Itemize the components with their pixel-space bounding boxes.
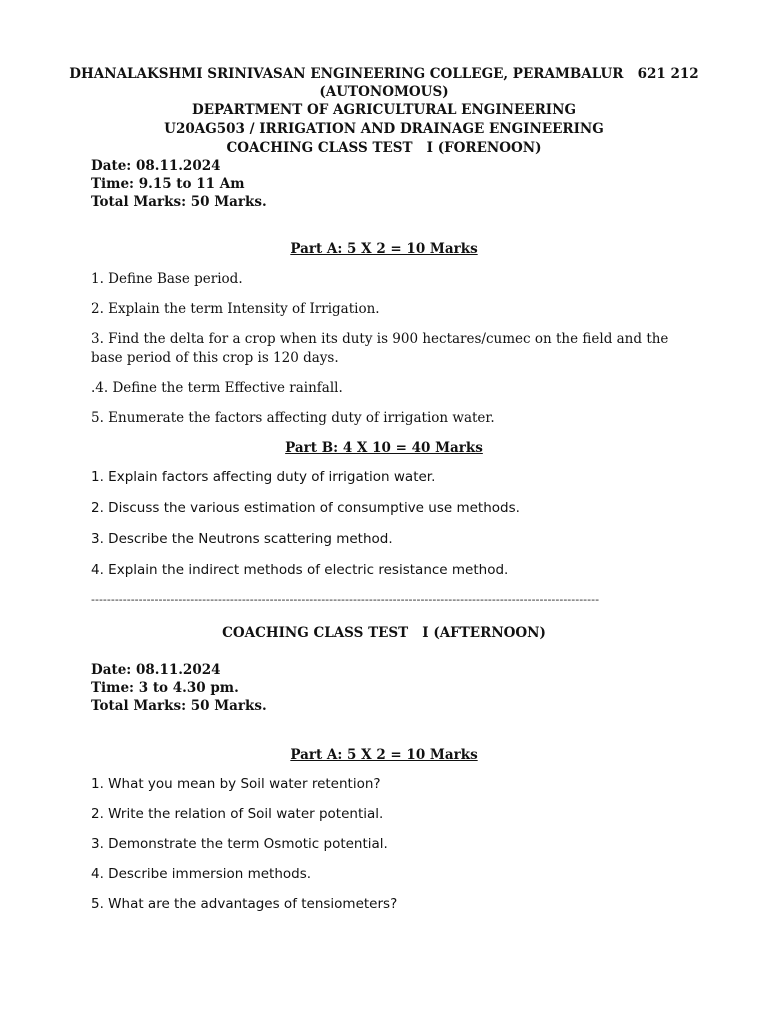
afternoon-part-a-q4: 4. Describe immersion methods. — [91, 866, 312, 882]
section-separator: -------------------------------------------------------------------------------------------------------------------------------- — [91, 593, 600, 606]
forenoon-part-a-q4: .4. Define the term Effective rainfall. — [91, 380, 343, 396]
forenoon-part-b-q4: 4. Explain the indirect methods of electric resistance method. — [91, 562, 509, 578]
afternoon-part-a-q5: 5. What are the advantages of tensiometers? — [91, 896, 398, 912]
forenoon-part-b-heading: Part B: 4 X 10 = 40 Marks — [285, 440, 483, 456]
afternoon-part-a-q3: 3. Demonstrate the term Osmotic potential. — [91, 836, 388, 852]
forenoon-part-b-q1: 1. Explain factors affecting duty of irrigation water. — [91, 469, 436, 485]
forenoon-test-title: COACHING CLASS TEST I (FORENOON) — [226, 140, 542, 156]
college-name: DHANALAKSHMI SRINIVASAN ENGINEERING COLLEGE, PERAMBALUR 621 212 — [69, 66, 699, 82]
autonomous-label: (AUTONOMOUS) — [319, 84, 449, 100]
forenoon-part-a-q2: 2. Explain the term Intensity of Irrigation. — [91, 301, 380, 317]
forenoon-part-a-heading: Part A: 5 X 2 = 10 Marks — [290, 241, 478, 257]
afternoon-test-title: COACHING CLASS TEST I (AFTERNOON) — [222, 625, 546, 641]
forenoon-part-a-q5: 5. Enumerate the factors affecting duty of irrigation water. — [91, 410, 495, 426]
forenoon-time: Time: 9.15 to 11 Am — [91, 176, 245, 192]
afternoon-part-a-heading: Part A: 5 X 2 = 10 Marks — [290, 747, 478, 763]
forenoon-part-a-q3: 3. Find the delta for a crop when its duty is 900 hectares/cumec on the field and the base period of this crop is 120 days. — [91, 331, 669, 366]
forenoon-total-marks: Total Marks: 50 Marks. — [91, 194, 267, 210]
forenoon-part-a-q1: 1. Define Base period. — [91, 271, 243, 287]
forenoon-part-b-q3: 3. Describe the Neutrons scattering method. — [91, 531, 393, 547]
forenoon-date: Date: 08.11.2024 — [91, 158, 221, 174]
afternoon-part-a-q1: 1. What you mean by Soil water retention? — [91, 776, 381, 792]
afternoon-total-marks: Total Marks: 50 Marks. — [91, 698, 267, 714]
course-title: U20AG503 / IRRIGATION AND DRAINAGE ENGINEERING — [164, 121, 604, 137]
afternoon-time: Time: 3 to 4.30 pm. — [91, 680, 239, 696]
department-name: DEPARTMENT OF AGRICULTURAL ENGINEERING — [192, 102, 576, 118]
afternoon-part-a-q2: 2. Write the relation of Soil water potential. — [91, 806, 384, 822]
forenoon-part-b-q2: 2. Discuss the various estimation of consumptive use methods. — [91, 500, 520, 516]
afternoon-date: Date: 08.11.2024 — [91, 662, 221, 678]
